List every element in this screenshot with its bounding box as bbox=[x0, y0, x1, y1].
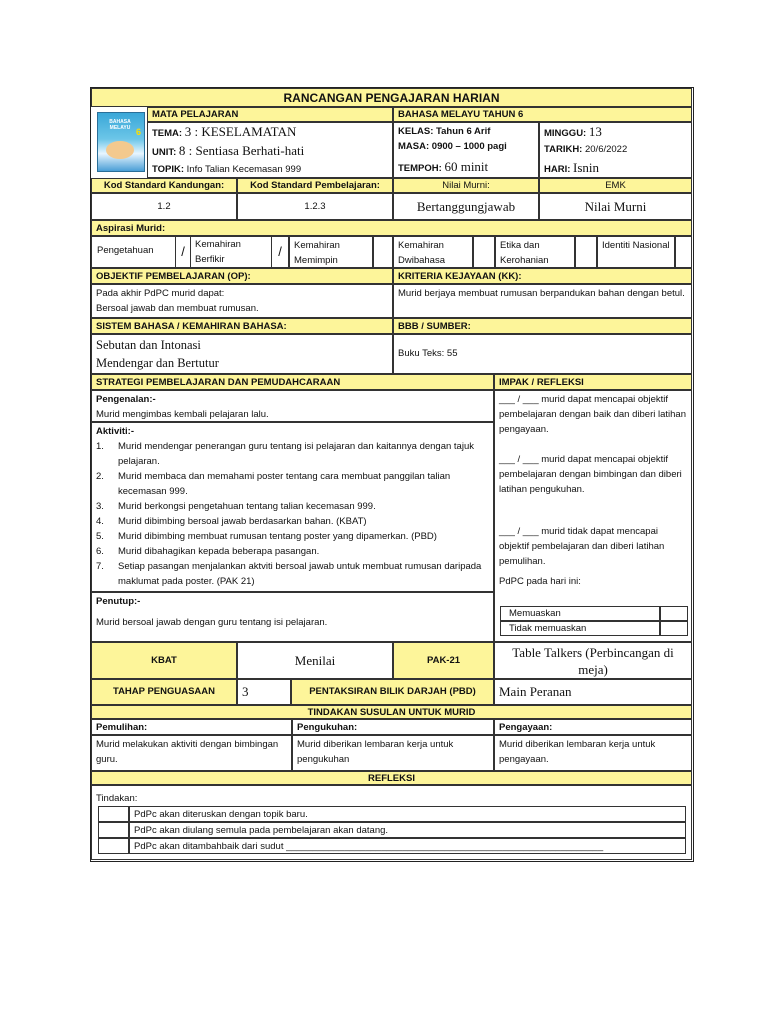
tindakan-label: TINDAKAN SUSULAN UNTUK MURID bbox=[91, 705, 692, 719]
objektif-label: OBJEKTIF PEMBELAJARAN (OP): bbox=[91, 268, 393, 284]
activity-item: 5. Murid dibimbing membuat rumusan tentang poster yang dipamerkan. (PBD) bbox=[96, 531, 437, 542]
textbook-cover-image bbox=[97, 112, 145, 172]
pbd-label: PENTAKSIRAN BILIK DARJAH (PBD) bbox=[291, 679, 494, 705]
minggu-value: 13 bbox=[588, 124, 602, 139]
nilai-label: Nilai Murni: bbox=[393, 178, 539, 193]
pengayaan-text: Murid diberikan lembaran kerja untuk pengayaan. bbox=[494, 735, 692, 771]
objektif-line-2: Bersoal jawab dan membuat rumusan. bbox=[96, 303, 259, 314]
tema-unit-topik bbox=[147, 122, 393, 178]
topik-label: TOPIK: bbox=[152, 164, 185, 175]
tarikh-value: 20/6/2022 bbox=[584, 144, 628, 155]
impak-section bbox=[494, 390, 692, 642]
aktiviti-section bbox=[91, 422, 494, 592]
tidak-memuaskan-option[interactable]: Tidak memuaskan bbox=[500, 621, 660, 636]
pak21-value: Table Talkers (Perbincangan di meja) bbox=[494, 642, 692, 679]
emk-label: EMK bbox=[539, 178, 692, 193]
penutup-text: Murid bersoal jawab dengan guru tentang isi pelajaran. bbox=[96, 617, 328, 628]
cover-illustration bbox=[106, 141, 134, 159]
impak-label: IMPAK / REFLEKSI bbox=[494, 374, 692, 390]
refleksi-label: REFLEKSI bbox=[91, 771, 692, 785]
refleksi-checkbox-2[interactable] bbox=[98, 822, 129, 838]
aspirasi-kemahiran-berfikir: Kemahiran Berfikir bbox=[195, 239, 241, 265]
refleksi-option-1: PdPc akan diteruskan dengan topik baru. bbox=[129, 806, 686, 822]
pengenalan-label: Pengenalan:- bbox=[96, 394, 156, 405]
kelas-masa-tempoh bbox=[393, 122, 539, 178]
aspirasi-kemahiran-dwibahasa: Kemahiran Dwibahasa bbox=[393, 236, 473, 268]
penutup-label: Penutup:- bbox=[96, 596, 141, 607]
tahap-label: TAHAP PENGUASAAN bbox=[91, 679, 237, 705]
tempoh-value: 60 minit bbox=[444, 159, 489, 174]
pdpc-label: PdPC pada hari ini: bbox=[499, 576, 581, 587]
activity-item: 2. Murid membaca dan memahami poster tentang cara membuat panggilan talian kecemasan 999. bbox=[96, 471, 451, 497]
pak21-label: PAK-21 bbox=[393, 642, 494, 679]
impak-p1: ___ / ___ murid dapat mencapai objektif pembelajaran dengan baik dan diberi latihan pengayaan. bbox=[499, 394, 686, 435]
bbb-label: BBB / SUMBER: bbox=[393, 318, 692, 334]
sistem-label: SISTEM BAHASA / KEMAHIRAN BAHASA: bbox=[91, 318, 393, 334]
aspirasi-kemahiran-memimpin: Kemahiran Memimpin bbox=[289, 236, 373, 268]
aspirasi-identiti: Identiti Nasional bbox=[597, 236, 675, 268]
hari-value: Isnin bbox=[573, 160, 600, 175]
aktiviti-label: Aktiviti:- bbox=[96, 426, 134, 437]
impak-p2: ___ / ___ murid dapat mencapai objektif pembelajaran dengan bimbingan dan diberi latihan pengukuhan. bbox=[499, 454, 682, 495]
memuaskan-option[interactable]: Memuaskan bbox=[500, 606, 660, 621]
pengukuhan-label: Pengukuhan: bbox=[292, 719, 494, 735]
pbd-value: Main Peranan bbox=[494, 679, 692, 705]
aspirasi-etika: Etika dan Kerohanian bbox=[495, 236, 575, 268]
objektif-text bbox=[91, 284, 393, 318]
objektif-line-1: Pada akhir PdPC murid dapat: bbox=[96, 288, 225, 299]
pengayaan-label: Pengayaan: bbox=[494, 719, 692, 735]
pemulihan-label: Pemulihan: bbox=[91, 719, 292, 735]
memuaskan-checkbox[interactable] bbox=[660, 606, 688, 621]
unit-label: UNIT: bbox=[152, 147, 177, 158]
activity-list bbox=[96, 439, 489, 589]
mata-pelajaran-label: MATA PELAJARAN bbox=[147, 107, 393, 122]
masa-label: MASA: bbox=[398, 141, 430, 152]
aspirasi-blank-2 bbox=[473, 236, 495, 268]
sistem-line-2: Mendengar dan Bertutur bbox=[96, 356, 219, 370]
aspirasi-tick-1: / bbox=[175, 236, 191, 268]
cover-grade: 6 bbox=[135, 127, 141, 137]
activity-item: 4. Murid dibimbing bersoal jawab berdasarkan bahan. (KBAT) bbox=[96, 516, 367, 527]
refleksi-checkbox-1[interactable] bbox=[98, 806, 129, 822]
activity-item: 1. Murid mendengar penerangan guru tentang isi pelajaran dan kaitannya dengan tajuk pelajaran. bbox=[96, 441, 474, 467]
refleksi-option-3: PdPc akan ditambahbaik dari sudut ____________________________________________________________ bbox=[129, 838, 686, 854]
aspirasi-blank-4 bbox=[675, 236, 692, 268]
sk-value: 1.2 bbox=[91, 193, 237, 220]
minggu-tarikh-hari bbox=[539, 122, 692, 178]
tarikh-label: TARIKH: bbox=[544, 144, 583, 155]
sk-label: Kod Standard Kandungan: bbox=[91, 178, 237, 193]
tema-label: TEMA: bbox=[152, 128, 183, 139]
pengenalan-text: Murid mengimbas kembali pelajaran lalu. bbox=[96, 409, 269, 420]
penutup-section bbox=[91, 592, 494, 642]
tidak-memuaskan-checkbox[interactable] bbox=[660, 621, 688, 636]
strategi-label: STRATEGI PEMBELAJARAN DAN PEMUDAHCARAAN bbox=[91, 374, 494, 390]
kelas-value: Tahun 6 Arif bbox=[436, 126, 491, 137]
tindakan-refleksi-label: Tindakan: bbox=[96, 793, 138, 804]
sp-value: 1.2.3 bbox=[237, 193, 393, 220]
tempoh-label: TEMPOH: bbox=[398, 163, 442, 174]
nilai-value: Bertanggungjawab bbox=[393, 193, 539, 220]
kriteria-text: Murid berjaya membuat rumusan berpandukan bahan dengan betul. bbox=[393, 284, 692, 318]
hari-label: HARI: bbox=[544, 164, 571, 175]
sistem-text bbox=[91, 334, 393, 374]
document-title: RANCANGAN PENGAJARAN HARIAN bbox=[91, 88, 692, 107]
pemulihan-text: Murid melakukan aktiviti dengan bimbingan guru. bbox=[91, 735, 292, 771]
refleksi-checkbox-3[interactable] bbox=[98, 838, 129, 854]
minggu-label: MINGGU: bbox=[544, 128, 587, 139]
pengukuhan-text: Murid diberikan lembaran kerja untuk pengukuhan bbox=[292, 735, 494, 771]
aspirasi-pengetahuan: Pengetahuan bbox=[97, 245, 154, 256]
lesson-plan-sheet bbox=[90, 87, 694, 862]
topik-value: Info Talian Kecemasan 999 bbox=[186, 164, 302, 175]
activity-item: 7. Setiap pasangan menjalankan aktviti bersoal jawab untuk membuat rumusan daripada maklumat pada poster. (PAK 21) bbox=[96, 561, 482, 587]
tema-value: 3 : KESELAMATAN bbox=[184, 124, 297, 139]
sistem-line-1: Sebutan dan Intonasi bbox=[96, 338, 201, 352]
cover-label: BAHASA MELAYU bbox=[109, 119, 131, 131]
impak-p3: ___ / ___ murid tidak dapat mencapai objektif pembelajaran dan diberi latihan pemulihan. bbox=[499, 526, 665, 567]
activity-item: 3. Murid berkongsi pengetahuan tentang talian kecemasan 999. bbox=[96, 501, 376, 512]
activity-item: 6. Murid dibahagikan kepada beberapa pasangan. bbox=[96, 546, 320, 557]
kbat-value: Menilai bbox=[237, 642, 393, 679]
pengenalan-section bbox=[91, 390, 494, 422]
kbat-label: KBAT bbox=[91, 642, 237, 679]
aspirasi-blank-1 bbox=[373, 236, 393, 268]
emk-value: Nilai Murni bbox=[539, 193, 692, 220]
refleksi-option-2: PdPc akan diulang semula pada pembelajaran akan datang. bbox=[129, 822, 686, 838]
aspirasi-tick-2: / bbox=[271, 236, 289, 268]
aspirasi-label: Aspirasi Murid: bbox=[91, 220, 692, 236]
bbb-value: Buku Teks: 55 bbox=[393, 334, 692, 374]
sp-label: Kod Standard Pembelajaran: bbox=[237, 178, 393, 193]
unit-value: 8 : Sentiasa Berhati-hati bbox=[178, 143, 305, 158]
kriteria-label: KRITERIA KEJAYAAN (KK): bbox=[393, 268, 692, 284]
subject-name: BAHASA MELAYU TAHUN 6 bbox=[393, 107, 692, 122]
kelas-label: KELAS: bbox=[398, 126, 434, 137]
masa-value: 0900 – 1000 pagi bbox=[431, 141, 507, 152]
tahap-value: 3 bbox=[237, 679, 291, 705]
aspirasi-blank-3 bbox=[575, 236, 597, 268]
